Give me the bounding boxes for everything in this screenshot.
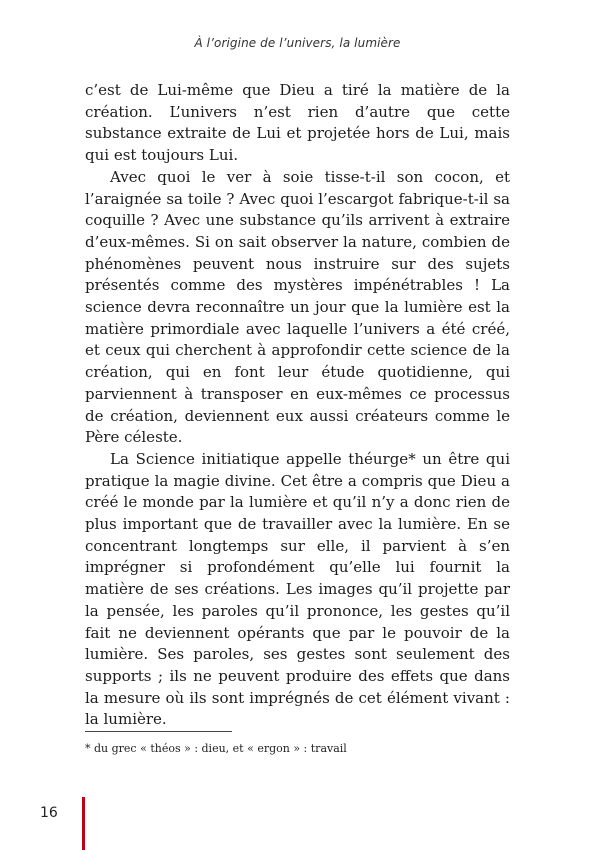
page-number: 16 (40, 805, 58, 821)
footnote-divider (85, 731, 232, 732)
paragraph: Avec quoi le ver à soie tisse-t-il son cocon, et l’araignée sa toile ? Avec quoi l’escargot fabrique-t-il sa coquille ? Avec une substance qu’ils arrivent à extraire d’eux-mêmes. Si on sait observer la nature, combien de phénomènes peuvent nous instruire sur des sujets présentés comme des mystères impénétrables ! La science devra reconnaître un jour que la lumière est la matière primordiale avec laquelle l’univers a été créé, et ceux qui cherchent à approfondir cette science de la création, qui en font leur étude quotidienne, qui parviennent à transposer en eux-mêmes ce processus de création, deviennent eux aussi créateurs comme le Père céleste. (85, 167, 510, 447)
footnote: * du grec « théos » : dieu, et « ergon » : travail (85, 742, 347, 755)
paragraph: c’est de Lui-même que Dieu a tiré la matière de la création. L’univers n’est rien d’autre que cette substance extraite de Lui et projetée hors de Lui, mais qui est toujours Lui. (85, 81, 510, 165)
body-text (85, 80, 510, 731)
paragraph: La Science initiatique appelle théurge* un être qui pratique la magie divine. Cet être a compris que Dieu a créé le monde par la lumière et qu’il n’y a donc rien de plus important que de travailler avec la lumière. En se concentrant longtemps sur elle, il parvient à s’en imprégner si profondément qu’elle lui fournit la matière de ses créations. Les images qu’il projette par la pensée, les paroles qu’il prononce, les gestes qu’il fait ne deviennent opérants que par le pouvoir de la lumière. Ses paroles, ses gestes sont seulement des supports ; ils ne peuvent produire des effets que dans la mesure où ils sont imprégnés de cet élément vivant : la lumière. (85, 449, 510, 729)
margin-accent-bar (82, 797, 85, 850)
running-header: À l’origine de l’univers, la lumière (194, 36, 401, 50)
